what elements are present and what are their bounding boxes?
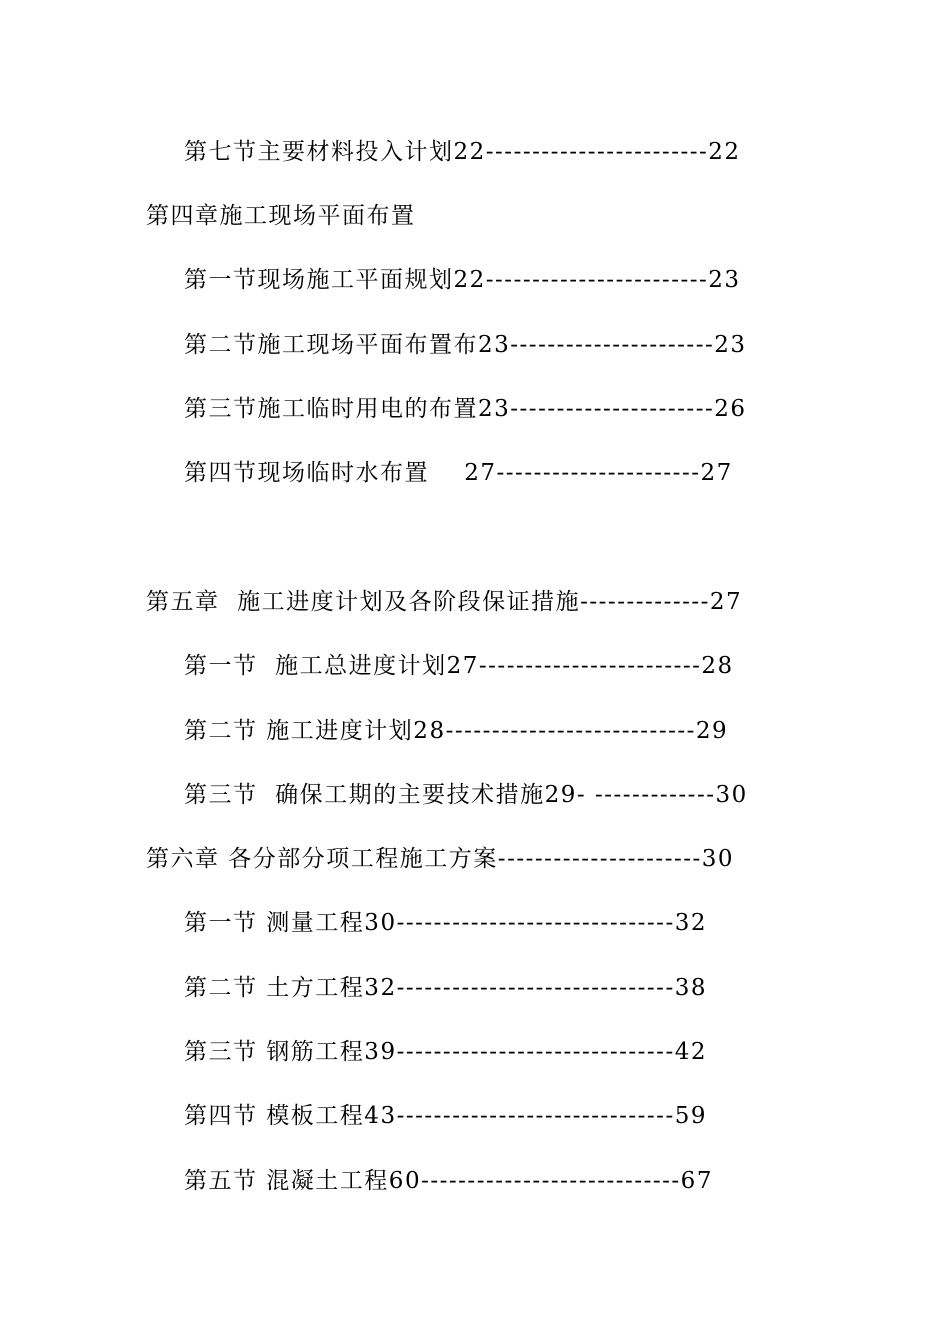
toc-chapter-6: 第六章 各分部分项工程施工方案----------------------30 (146, 846, 735, 872)
toc-section-6-1: 第一节 测量工程30------------------------------32 (184, 910, 707, 936)
toc-chapter-4: 第四章施工现场平面布置 (146, 203, 416, 229)
toc-section-5-1: 第一节 施工总进度计划27------------------------28 (184, 653, 734, 679)
toc-chapter-5: 第五章 施工进度计划及各阶段保证措施--------------27 (146, 589, 743, 615)
toc-section-5-2: 第二节 施工进度计划28---------------------------29 (184, 718, 729, 744)
toc-section-6-4: 第四节 模板工程43------------------------------59 (184, 1103, 707, 1129)
toc-section-7-materials: 第七节主要材料投入计划22------------------------22 (184, 139, 741, 165)
toc-section-6-3: 第三节 钢筋工程39------------------------------42 (184, 1039, 707, 1065)
toc-section-6-2: 第二节 土方工程32------------------------------38 (184, 975, 707, 1001)
toc-section-4-1: 第一节现场施工平面规划22------------------------23 (184, 267, 741, 293)
toc-section-6-5: 第五节 混凝土工程60----------------------------67 (184, 1168, 713, 1194)
toc-section-5-3: 第三节 确保工期的主要技术措施29- -------------30 (184, 782, 748, 808)
toc-section-4-4: 第四节现场临时水布置 27----------------------27 (184, 460, 733, 486)
toc-section-4-3: 第三节施工临时用电的布置23----------------------26 (184, 396, 747, 422)
toc-section-4-2: 第二节施工现场平面布置布23----------------------23 (184, 332, 747, 358)
